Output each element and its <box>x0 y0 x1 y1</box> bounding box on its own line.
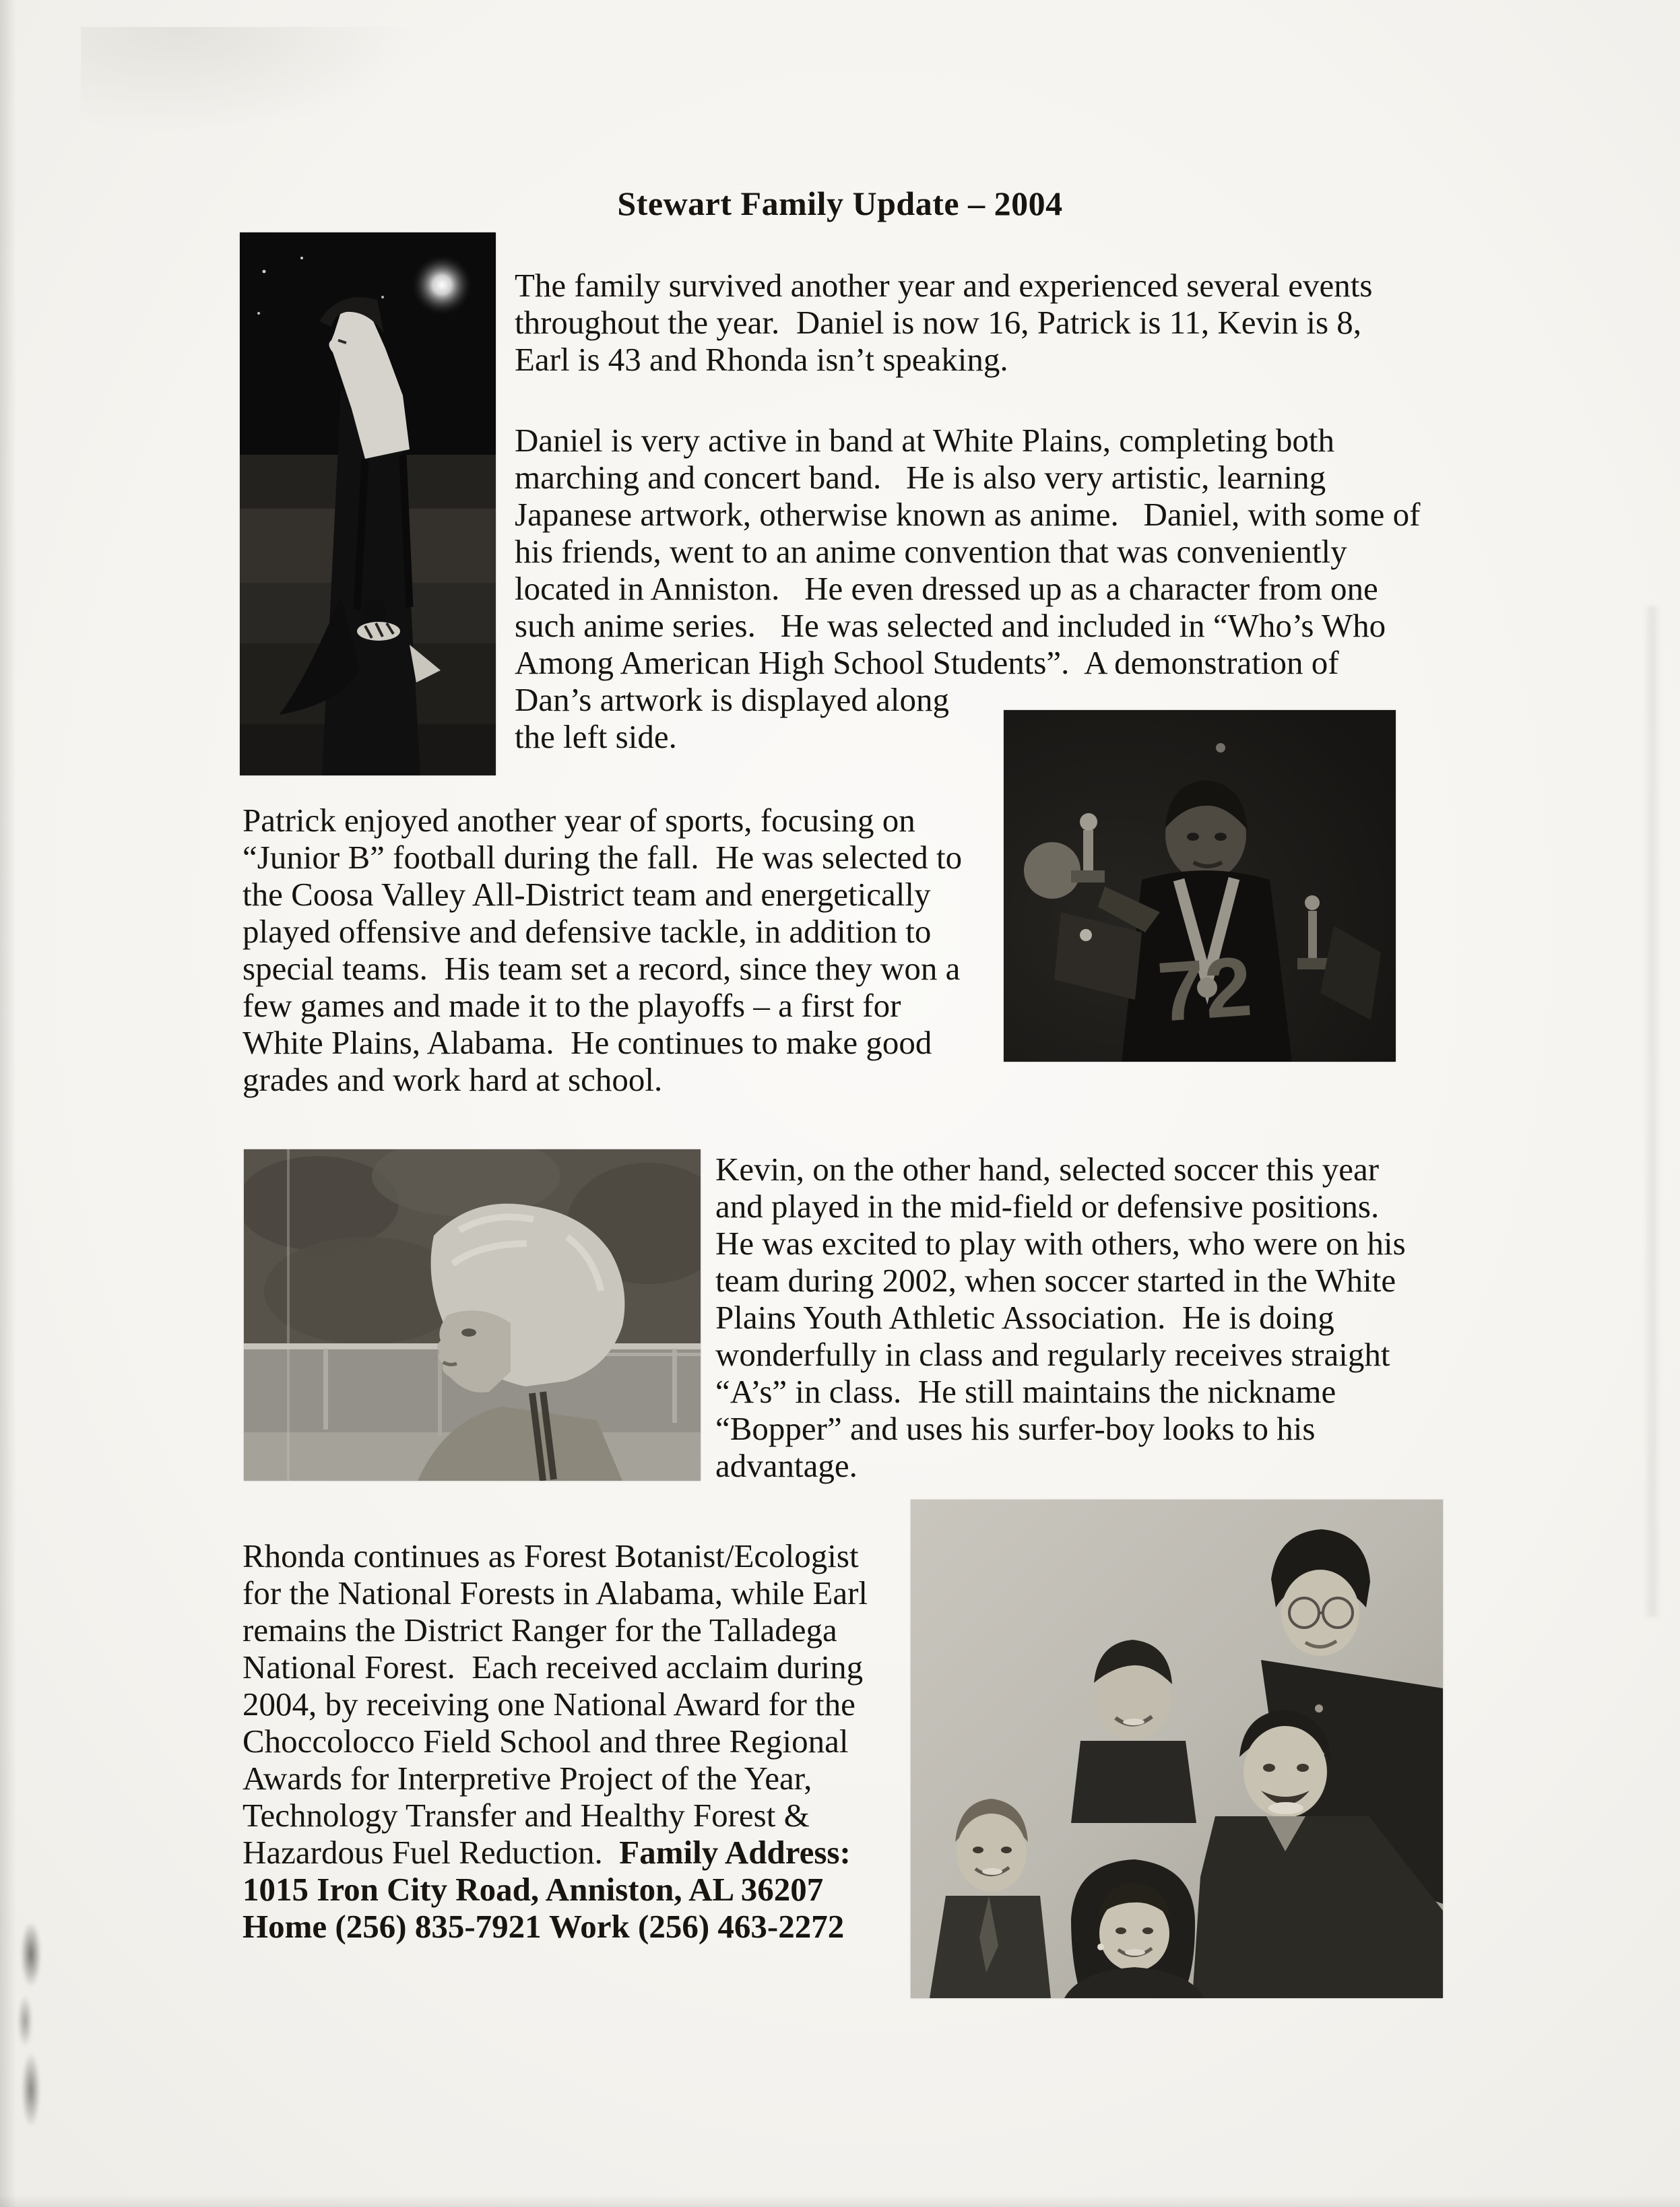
family-portrait-drawing <box>911 1500 1443 1998</box>
rhonda-text-lines <box>243 1537 930 1834</box>
scan-artifact <box>0 0 16 2207</box>
text-line: 1015 Iron City Road, Anniston, AL 36207 <box>243 1871 824 1908</box>
paragraph-intro <box>515 267 1431 378</box>
paragraph-kevin <box>715 1151 1456 1484</box>
patrick-football-photo <box>1004 710 1396 1062</box>
text-line: Patrick enjoyed another year of sports, focusing on <box>243 802 915 839</box>
text-line: The family survived another year and experienced several events <box>515 267 1373 304</box>
text-line: his friends, went to an anime convention that was conveniently <box>515 533 1347 570</box>
text-line: Plains Youth Athletic Association. He is doing <box>715 1299 1334 1336</box>
text-line: remains the District Ranger for the Talladega <box>243 1611 837 1649</box>
text-line: White Plains, Alabama. He continues to make good <box>243 1024 932 1061</box>
text-line: Home (256) 835-7921 Work (256) 463-2272 <box>243 1908 845 1945</box>
text-line: such anime series. He was selected and included in “Who’s Who <box>515 607 1386 644</box>
text-line: Japanese artwork, otherwise known as anime. Daniel, with some of <box>515 496 1421 533</box>
text-line: Rhonda continues as Forest Botanist/Ecologist <box>243 1537 859 1574</box>
text-line: Choccolocco Field School and three Regional <box>243 1723 849 1760</box>
paragraph-rhonda <box>243 1537 930 1945</box>
scan-artifact <box>81 27 418 135</box>
text-line: marching and concert band. He is also very artistic, learning <box>515 459 1326 496</box>
text-line: Among American High School Students”. A demonstration of <box>515 644 1339 681</box>
text-line: “A’s” in class. He still maintains the nickname <box>715 1373 1336 1410</box>
text-line: team during 2002, when soccer started in the White <box>715 1262 1396 1299</box>
text-line: for the National Forests in Alabama, while Earl <box>243 1574 868 1611</box>
family-address-label: Family Address: <box>619 1834 851 1871</box>
text-line: advantage. <box>715 1447 858 1484</box>
text-line: played offensive and defensive tackle, in addition to <box>243 913 932 950</box>
text-line: He was excited to play with others, who were on his <box>715 1225 1406 1262</box>
svg-text:72: 72 <box>1155 939 1255 1039</box>
text-line: “Bopper” and uses his surfer-boy looks to his <box>715 1410 1316 1447</box>
scan-artifact <box>0 2195 1680 2207</box>
text-line: Awards for Interpretive Project of the Year, <box>243 1760 812 1797</box>
kevin-photo-drawing <box>244 1149 701 1481</box>
text-line: grades and work hard at school. <box>243 1061 663 1098</box>
text-line <box>243 1834 930 1871</box>
scan-artifact <box>9 1924 49 2126</box>
page-title: Stewart Family Update – 2004 <box>617 185 1063 222</box>
text-line: Kevin, on the other hand, selected soccer this year <box>715 1151 1380 1188</box>
patrick-photo-drawing <box>1004 710 1396 1062</box>
text-line: Daniel is very active in band at White Plains, completing both <box>515 422 1335 459</box>
text-line: 2004, by receiving one National Award for the <box>243 1686 855 1723</box>
anime-artwork-image <box>240 232 496 775</box>
text-line: National Forest. Each received acclaim during <box>243 1649 864 1686</box>
family-address-lines <box>243 1871 930 1945</box>
text-line: special teams. His team set a record, since they won a <box>243 950 961 987</box>
text-line: located in Anniston. He even dressed up as a character from one <box>515 570 1378 607</box>
kevin-photo <box>244 1149 701 1481</box>
text-line: Technology Transfer and Healthy Forest & <box>243 1797 810 1834</box>
family-portrait-photo <box>911 1500 1443 1998</box>
text-line: few games and made it to the playoffs – a first for <box>243 987 901 1024</box>
text-line: and played in the mid-field or defensive positions. <box>715 1188 1380 1225</box>
text-line: Earl is 43 and Rhonda isn’t speaking. <box>515 341 1008 378</box>
rhonda-line-regular: Hazardous Fuel Reduction. <box>243 1834 620 1871</box>
paragraph-patrick <box>243 802 1037 1098</box>
text-line: the Coosa Valley All-District team and energetically <box>243 876 931 913</box>
paragraph-daniel <box>515 422 1458 755</box>
text-line: “Junior B” football during the fall. He was selected to <box>243 839 963 876</box>
anime-artwork-drawing <box>240 232 496 775</box>
text-line: Dan’s artwork is displayed along <box>515 681 950 718</box>
text-line: throughout the year. Daniel is now 16, Patrick is 11, Kevin is 8, <box>515 304 1362 341</box>
text-line: the left side. <box>515 718 677 755</box>
scan-artifact <box>1644 606 1661 1617</box>
text-line: wonderfully in class and regularly receives straight <box>715 1336 1390 1373</box>
